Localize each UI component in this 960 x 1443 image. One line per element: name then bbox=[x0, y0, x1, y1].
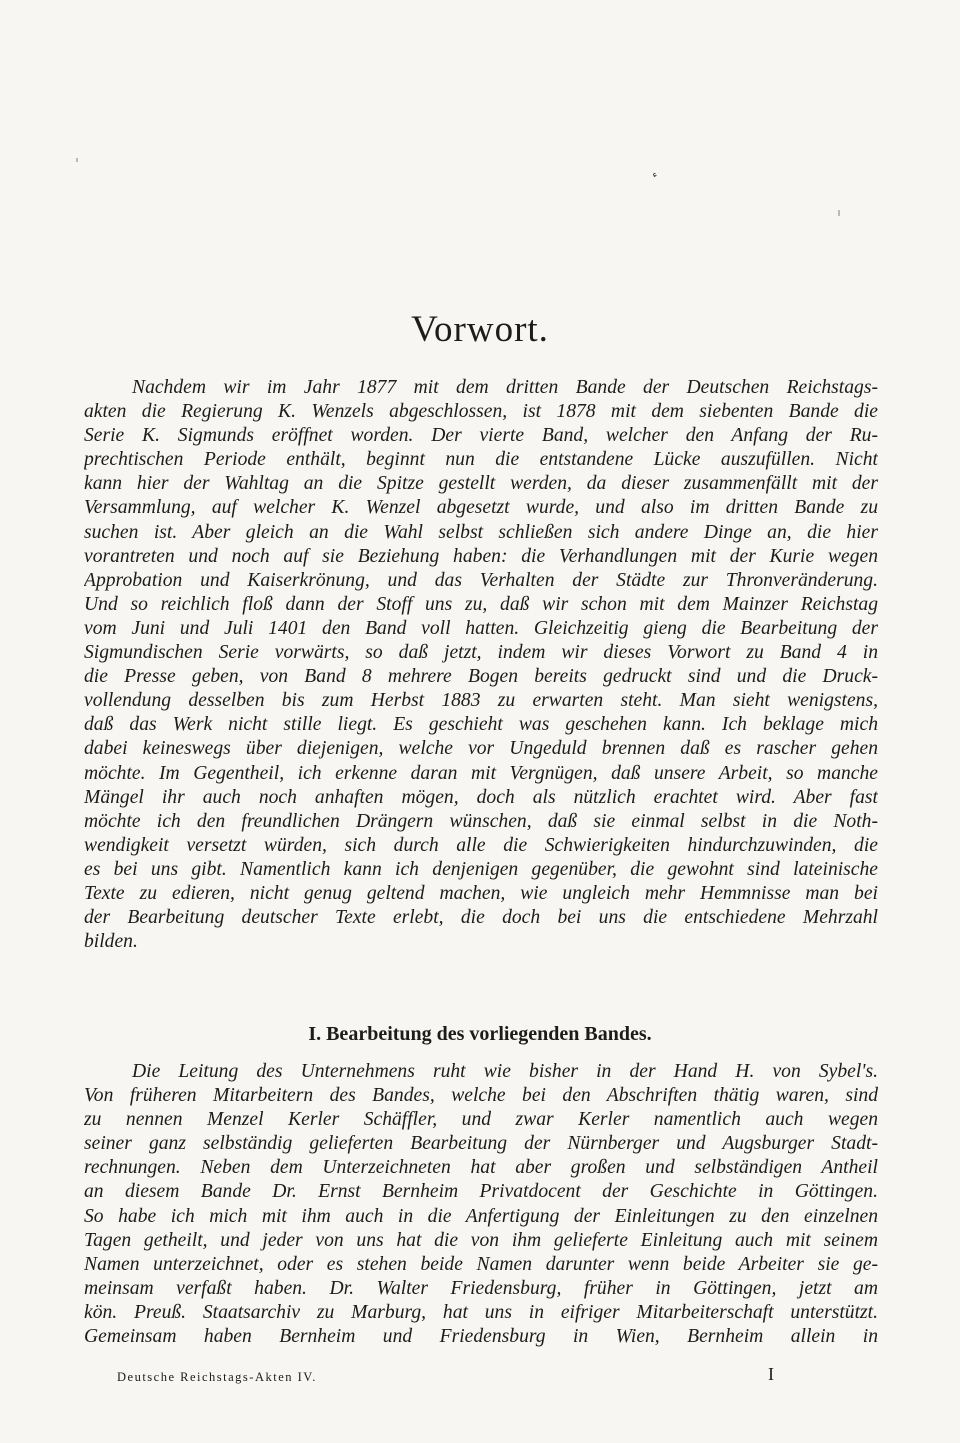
text-line: Mängel ihr auch noch anhaften mögen, doch als nützlich erachtet wird. Aber fast bbox=[84, 786, 878, 808]
text-line: rechnungen. Neben dem Unterzeichneten hat aber großen und selbständigen Antheil bbox=[84, 1157, 878, 1179]
paper-speck bbox=[76, 158, 78, 162]
text-line: vom Juni und Juli 1401 den Band voll hatten. Gleichzeitig gieng die Bearbeitung der bbox=[84, 617, 878, 639]
text-line: Texte zu edieren, nicht genug geltend machen, wie ungleich mehr Hemmnisse man bei bbox=[84, 882, 878, 904]
text-line: an diesem Bande Dr. Ernst Bernheim Privatdocent der Geschichte in Göttingen. bbox=[84, 1181, 878, 1203]
text-line: bilden. bbox=[84, 931, 138, 953]
text-line: es bei uns gibt. Namentlich kann ich denjenigen gegenüber, die gewohnt sind lateinische bbox=[84, 858, 878, 880]
intro-paragraph bbox=[84, 376, 878, 954]
section-paragraph bbox=[84, 1060, 878, 1349]
text-line: suchen ist. Aber gleich an die Wahl selbst schließen sich andere Dinge an, die hier bbox=[84, 521, 878, 543]
text-line: akten die Regierung K. Wenzels abgeschlossen, ist 1878 mit dem siebenten Bande die bbox=[84, 401, 878, 423]
text-line: dabei keineswegs über diejenigen, welche vor Ungeduld brennen daß es rascher gehen bbox=[84, 738, 878, 760]
stray-mark: ٴ bbox=[651, 171, 664, 194]
footer-sheet-number: I bbox=[768, 1364, 774, 1384]
text-line: Von früheren Mitarbeitern des Bandes, welche bei den Abschriften thätig waren, sind bbox=[84, 1085, 878, 1107]
text-line: seiner ganz selbständig gelieferten Bearbeitung der Nürnberger und Augsburger Stadt- bbox=[84, 1133, 878, 1155]
text-line: Approbation und Kaiserkrönung, und das Verhalten der Städte zur Thronveränderung. bbox=[84, 569, 878, 591]
section-heading: I. Bearbeitung des vorliegenden Bandes. bbox=[308, 1023, 652, 1045]
text-line: zu nennen Menzel Kerler Schäffler, und zwar Kerler namentlich auch wegen bbox=[84, 1109, 878, 1131]
text-line: Serie K. Sigmunds eröffnet worden. Der vierte Band, welcher den Anfang der Ru- bbox=[84, 425, 878, 447]
text-line: Sigmundischen Serie vorwärts, so daß jetzt, indem wir dieses Vorwort zu Band 4 in bbox=[84, 642, 878, 664]
text-line: möchte ich den freundlichen Drängern wünschen, daß sie einmal selbst in die Noth- bbox=[84, 810, 878, 832]
text-line: Gemeinsam haben Bernheim und Friedensburg in Wien, Bernheim allein in bbox=[84, 1326, 878, 1348]
text-line: daß das Werk nicht stille liegt. Es geschieht was geschehen kann. Ich beklage mich bbox=[84, 714, 878, 736]
text-line: der Bearbeitung deutscher Texte erlebt, die doch bei uns die entschiedene Mehrzahl bbox=[84, 907, 878, 929]
text-line: meinsam verfaßt haben. Dr. Walter Friedensburg, früher in Göttingen, jetzt am bbox=[84, 1277, 878, 1299]
footer-signature: Deutsche Reichstags-Akten IV. bbox=[117, 1370, 317, 1384]
text-line: wendigkeit versetzt würden, sich durch alle die Schwierigkeiten hindurchzuwinden, die bbox=[84, 834, 878, 856]
text-line: die Presse geben, von Band 8 mehrere Bogen bereits gedruckt sind und die Druck- bbox=[84, 666, 878, 688]
text-line: Und so reichlich floß dann der Stoff uns zu, daß wir schon mit dem Mainzer Reichstag bbox=[84, 593, 878, 615]
text-line: Die Leitung des Unternehmens ruht wie bisher in der Hand H. von Sybel's. bbox=[132, 1061, 878, 1082]
page-title: Vorwort. bbox=[411, 309, 549, 350]
text-line: prechtischen Periode enthält, beginnt nun die entstandene Lücke auszufüllen. Nicht bbox=[84, 449, 878, 471]
text-line: Namen unterzeichnet, oder es stehen beide Namen darunter wenn beide Arbeiter sie ge- bbox=[84, 1253, 878, 1275]
text-line: vollendung desselben bis zum Herbst 1883 zu erwarten steht. Man sieht wenigstens, bbox=[84, 690, 878, 712]
text-line: vorantreten und noch auf sie Beziehung haben: die Verhandlungen mit der Kurie wegen bbox=[84, 545, 878, 567]
text-line: kön. Preuß. Staatsarchiv zu Marburg, hat uns in eifriger Mitarbeiterschaft unterstützt. bbox=[84, 1301, 878, 1323]
text-line: So habe ich mich mit ihm auch in die Anfertigung der Einleitungen zu den einzelnen bbox=[84, 1205, 878, 1227]
text-line: Tagen getheilt, und jeder von uns hat die von ihm gelieferte Einleitung auch mit seinem bbox=[84, 1229, 878, 1251]
text-line: kann hier der Wahltag an die Spitze gestellt werden, da dieser zusammenfällt mit der bbox=[84, 473, 878, 495]
text-line: Versammlung, auf welcher K. Wenzel abgesetzt wurde, und also im dritten Bande zu bbox=[84, 497, 878, 519]
text-line: möchte. Im Gegentheil, ich erkenne daran mit Vergnügen, daß unsere Arbeit, so manche bbox=[84, 762, 878, 784]
text-line: Nachdem wir im Jahr 1877 mit dem dritten Bande der Deutschen Reichstags- bbox=[132, 377, 878, 398]
paper-speck bbox=[838, 210, 840, 216]
